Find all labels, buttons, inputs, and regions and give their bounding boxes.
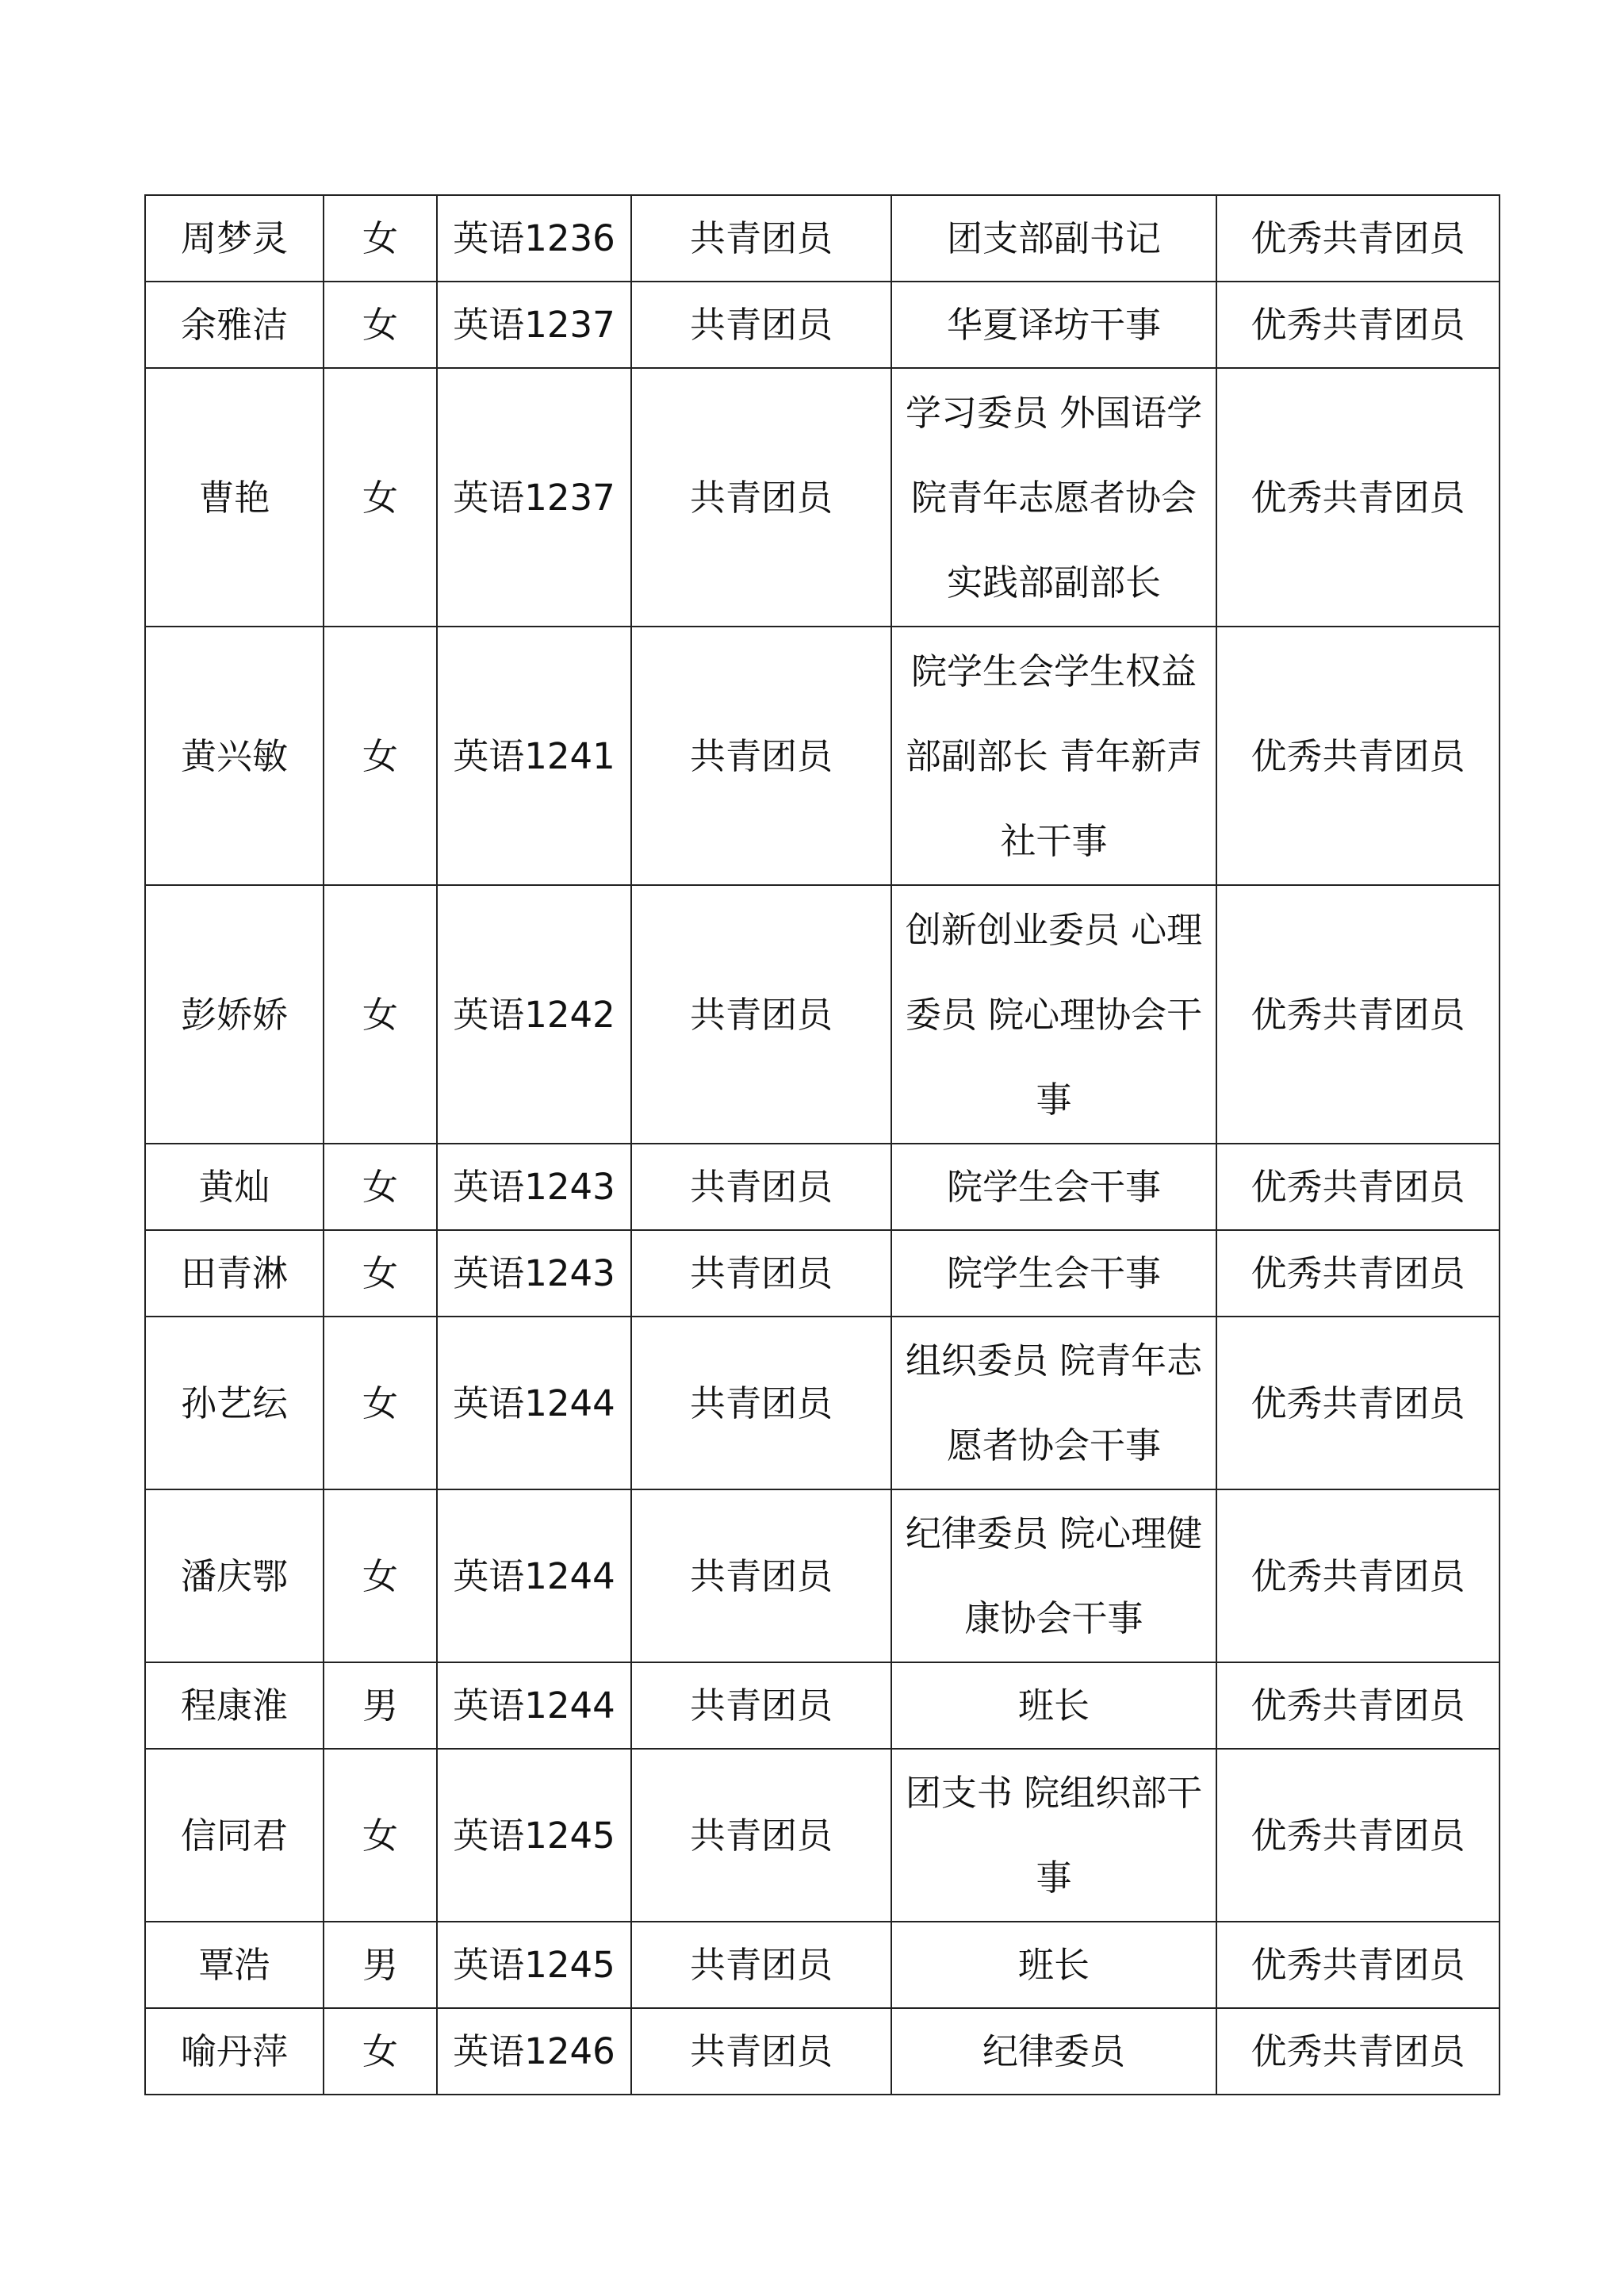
honor-cell: 优秀共青团员 [1216,2008,1500,2095]
table-row [145,1489,1500,1662]
name-cell: 彭娇娇 [145,885,324,1144]
class-cell: 英语1245 [437,1922,631,2008]
class-cell: 英语1244 [437,1317,631,1489]
table-row [145,1662,1500,1749]
table-row [145,282,1500,368]
political-status-cell: 共青团员 [631,195,891,282]
honor-cell: 优秀共青团员 [1216,1317,1500,1489]
gender-cell: 女 [324,282,437,368]
honor-cell: 优秀共青团员 [1216,1230,1500,1317]
political-status-cell: 共青团员 [631,885,891,1144]
table-row [145,1317,1500,1489]
political-status-cell: 共青团员 [631,1230,891,1317]
gender-cell: 女 [324,195,437,282]
table-row [145,195,1500,282]
class-cell: 英语1245 [437,1749,631,1922]
position-cell: 学习委员 外国语学院青年志愿者协会实践部副部长 [891,368,1216,627]
position-cell: 团支书 院组织部干事 [891,1749,1216,1922]
honor-cell: 优秀共青团员 [1216,1749,1500,1922]
position-cell: 纪律委员 [891,2008,1216,2095]
name-cell: 信同君 [145,1749,324,1922]
name-cell: 孙艺纭 [145,1317,324,1489]
political-status-cell: 共青团员 [631,1489,891,1662]
position-cell: 院学生会干事 [891,1230,1216,1317]
political-status-cell: 共青团员 [631,282,891,368]
gender-cell: 女 [324,1230,437,1317]
position-cell: 院学生会学生权益部副部长 青年新声社干事 [891,627,1216,885]
name-cell: 田青淋 [145,1230,324,1317]
class-cell: 英语1246 [437,2008,631,2095]
gender-cell: 女 [324,368,437,627]
class-cell: 英语1243 [437,1230,631,1317]
political-status-cell: 共青团员 [631,2008,891,2095]
honor-cell: 优秀共青团员 [1216,627,1500,885]
gender-cell: 女 [324,885,437,1144]
honor-cell: 优秀共青团员 [1216,195,1500,282]
political-status-cell: 共青团员 [631,1662,891,1749]
name-cell: 潘庆鄂 [145,1489,324,1662]
name-cell: 喻丹萍 [145,2008,324,2095]
gender-cell: 女 [324,2008,437,2095]
honor-cell: 优秀共青团员 [1216,1922,1500,2008]
table-row [145,627,1500,885]
name-cell: 黄兴敏 [145,627,324,885]
table-row [145,885,1500,1144]
name-cell: 覃浩 [145,1922,324,2008]
class-cell: 英语1237 [437,368,631,627]
position-cell: 华夏译坊干事 [891,282,1216,368]
class-cell: 英语1243 [437,1144,631,1230]
gender-cell: 女 [324,1144,437,1230]
position-cell: 创新创业委员 心理委员 院心理协会干事 [891,885,1216,1144]
honor-table [144,194,1500,2095]
table-row [145,2008,1500,2095]
honor-cell: 优秀共青团员 [1216,1144,1500,1230]
political-status-cell: 共青团员 [631,1749,891,1922]
honor-cell: 优秀共青团员 [1216,1662,1500,1749]
name-cell: 黄灿 [145,1144,324,1230]
honor-cell: 优秀共青团员 [1216,1489,1500,1662]
class-cell: 英语1241 [437,627,631,885]
honor-list-sheet [144,194,1499,2095]
political-status-cell: 共青团员 [631,627,891,885]
gender-cell: 女 [324,1489,437,1662]
honor-cell: 优秀共青团员 [1216,885,1500,1144]
class-cell: 英语1236 [437,195,631,282]
position-cell: 组织委员 院青年志愿者协会干事 [891,1317,1216,1489]
name-cell: 周梦灵 [145,195,324,282]
position-cell: 班长 [891,1922,1216,2008]
political-status-cell: 共青团员 [631,1317,891,1489]
table-row [145,368,1500,627]
position-cell: 班长 [891,1662,1216,1749]
gender-cell: 女 [324,627,437,885]
gender-cell: 女 [324,1317,437,1489]
political-status-cell: 共青团员 [631,1922,891,2008]
class-cell: 英语1244 [437,1662,631,1749]
name-cell: 程康淮 [145,1662,324,1749]
honor-cell: 优秀共青团员 [1216,282,1500,368]
political-status-cell: 共青团员 [631,368,891,627]
table-row [145,1144,1500,1230]
name-cell: 曹艳 [145,368,324,627]
honor-table-body [145,195,1500,2095]
name-cell: 余雅洁 [145,282,324,368]
class-cell: 英语1242 [437,885,631,1144]
position-cell: 纪律委员 院心理健康协会干事 [891,1489,1216,1662]
political-status-cell: 共青团员 [631,1144,891,1230]
table-row [145,1922,1500,2008]
honor-cell: 优秀共青团员 [1216,368,1500,627]
table-row [145,1230,1500,1317]
gender-cell: 女 [324,1749,437,1922]
gender-cell: 男 [324,1922,437,2008]
gender-cell: 男 [324,1662,437,1749]
class-cell: 英语1244 [437,1489,631,1662]
position-cell: 团支部副书记 [891,195,1216,282]
class-cell: 英语1237 [437,282,631,368]
table-row [145,1749,1500,1922]
position-cell: 院学生会干事 [891,1144,1216,1230]
